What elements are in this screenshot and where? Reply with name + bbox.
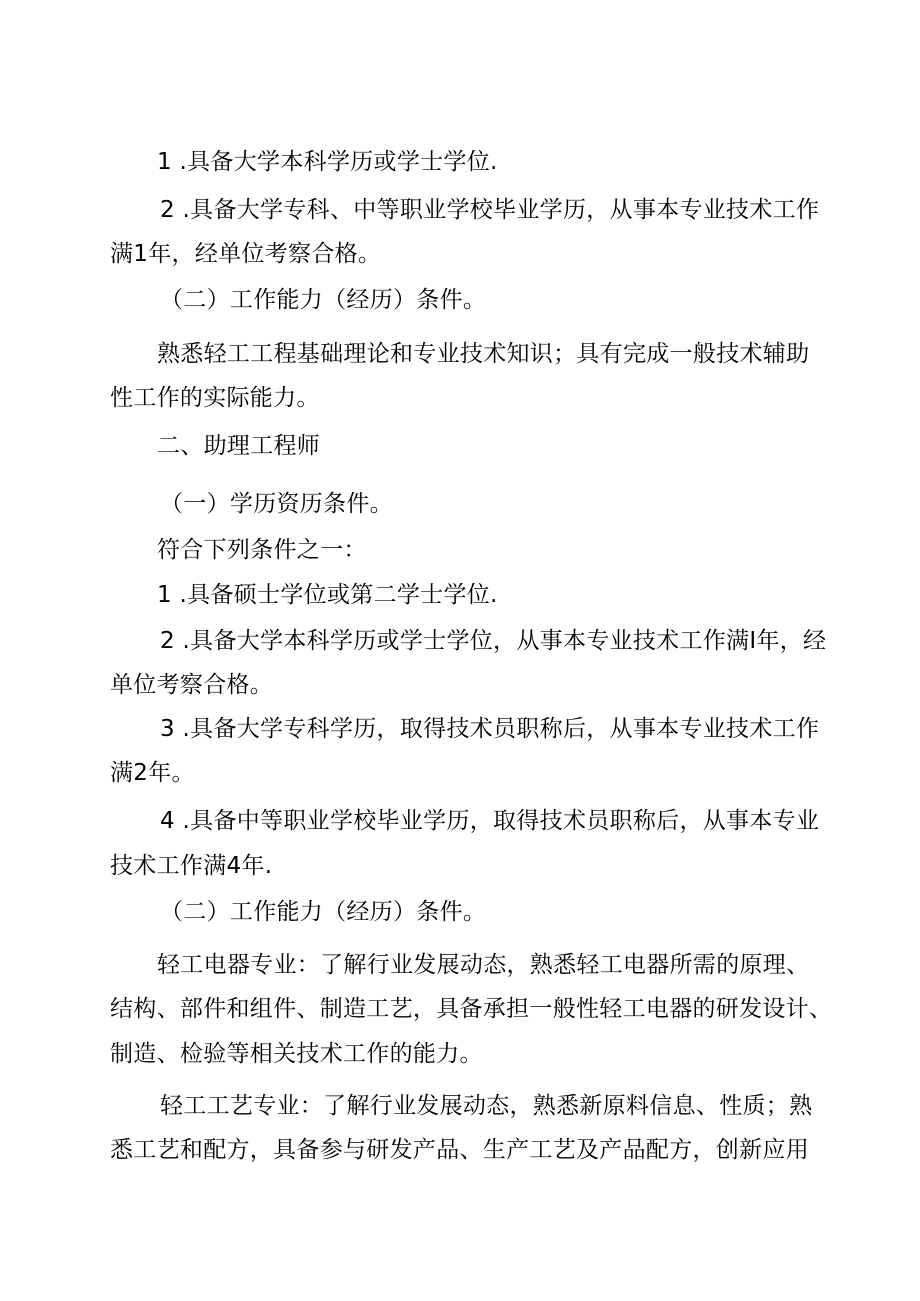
text-line: 结构、部件和组件、制造工艺，具备承担一般性轻工电器的研发设计、 <box>110 996 833 1022</box>
text-line: 悉工艺和配方，具备参与研发产品、生产工艺及产品配方，创新应用 <box>110 1137 809 1163</box>
section-heading: （一）学历资历条件。 <box>160 491 393 517</box>
text-line: 符合下列条件之一： <box>157 537 367 563</box>
text-line: 1 .具备大学本科学历或学士学位. <box>157 149 498 175</box>
text-line: 技术工作满4年. <box>110 853 273 879</box>
text-line: 2 .具备大学专科、中等职业学校毕业学历，从事本专业技术工作 <box>160 197 820 223</box>
section-heading: （二）工作能力（经历）条件。 <box>160 899 487 925</box>
text-line: 轻工工艺专业：了解行业发展动态，熟悉新原料信息、性质；熟 <box>160 1093 813 1119</box>
text-line: 轻工电器专业：了解行业发展动态，熟悉轻工电器所需的原理、 <box>157 952 810 978</box>
text-line: 制造、检验等相关技术工作的能力。 <box>110 1041 483 1067</box>
text-line: 性工作的实际能力。 <box>110 385 320 411</box>
text-line: 满1年，经单位考察合格。 <box>110 241 382 267</box>
text-line: 2 .具备大学本科学历或学士学位，从事本专业技术工作满I年，经 <box>160 628 827 654</box>
text-line: 1 .具备硕士学位或第二学士学位. <box>157 582 498 608</box>
text-line: 满2年。 <box>110 760 195 786</box>
text-line: 3 .具备大学专科学历，取得技术员职称后，从事本专业技术工作 <box>160 716 820 742</box>
section-heading: （二）工作能力（经历）条件。 <box>160 287 487 313</box>
text-line: 熟悉轻工工程基础理论和专业技术知识；具有完成一般技术辅助 <box>157 341 810 367</box>
text-line: 单位考察合格。 <box>110 672 274 698</box>
text-line: 4 .具备中等职业学校毕业学历，取得技术员职称后，从事本专业 <box>160 808 820 834</box>
section-heading: 二、助理工程师 <box>157 433 321 459</box>
